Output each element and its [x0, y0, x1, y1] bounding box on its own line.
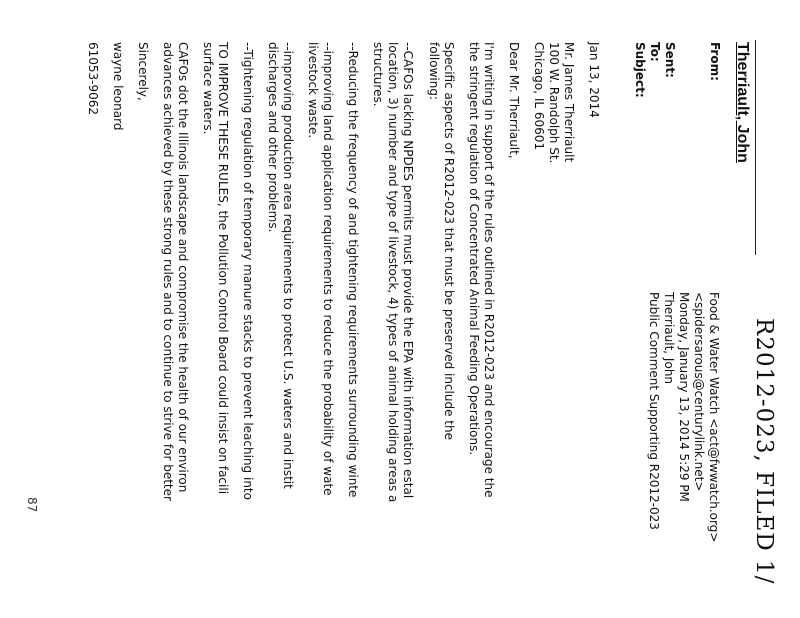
address-line: 100 W. Randolph St.	[547, 42, 561, 164]
paragraph-line: CAFOs dot the Illinois landscape and compromise the health of our environ	[176, 42, 190, 493]
to-label: To:	[648, 42, 662, 62]
sent-label: Sent:	[663, 42, 677, 78]
page-number: 87	[25, 497, 39, 513]
filing-stamp: R2012-023, FILED 1/	[751, 318, 777, 585]
bullet-line: discharges and other problems.	[266, 42, 280, 233]
bullet-line: livestock waste.	[306, 42, 320, 139]
paragraph-line: advances achieved by these strong rules and to continue to strive for better	[161, 42, 175, 501]
sender-name: Therriault, John	[734, 42, 751, 163]
paragraph-line: the stringent regulation of Concentrated Animal Feeding Operations.	[467, 42, 481, 456]
closing: Sincerely,	[136, 42, 150, 101]
header-rule	[755, 40, 756, 255]
paragraph-line: following:	[427, 42, 441, 100]
address-line: Mr. James Therriault	[562, 42, 576, 163]
bullet-line: --improving production area requirements to protect U.S. waters and instit	[281, 42, 295, 489]
bullet-line: --CAFOs lacking NPDES permits must provide the EPA with information estal	[401, 42, 415, 499]
bullet-line: location, 3) number and type of livestock, 4) types of animal holding areas a	[386, 42, 400, 503]
address-line: Chicago, IL 60601	[532, 42, 546, 151]
subject-label: Subject:	[633, 42, 647, 98]
subject-value: Public Comment Supporting R2012-023	[647, 292, 661, 530]
from-value-email: <spidersarous@centurylink.net>	[692, 292, 706, 492]
signature-name: wayne leonard	[111, 42, 125, 131]
paragraph-line: TO IMPROVE THESE RULES, the Pollution Control Board could insist on facili	[216, 42, 230, 495]
to-value: Therriault, John	[662, 292, 676, 385]
sent-value: Monday, January 13, 2014 5:29 PM	[677, 292, 691, 502]
paragraph-line: Specific aspects of R2012-023 that must be preserved include the	[442, 42, 456, 441]
from-value: Food & Water Watch <act@fwwatch.org>	[707, 292, 721, 543]
letter-date: Jan 13, 2014	[587, 42, 601, 118]
bullet-line: --improving land application requirements to reduce the probability of wate	[321, 42, 335, 496]
bullet-line: structures.	[371, 42, 385, 107]
paragraph-line: I'm writing in support of the rules outlined in R2012-023 and encourage the	[482, 42, 496, 498]
from-label: From:	[708, 42, 722, 81]
salutation: Dear Mr. Therriault,	[507, 42, 521, 159]
signature-zip: 61053-9062	[86, 42, 100, 116]
paragraph-line: surface waters.	[201, 42, 215, 135]
bullet-line: --Reducing the frequency of and tightening requirements surrounding winte	[346, 42, 360, 498]
bullet-line: --Tightening regulation of temporary manure stacks to prevent leaching into	[241, 42, 255, 500]
